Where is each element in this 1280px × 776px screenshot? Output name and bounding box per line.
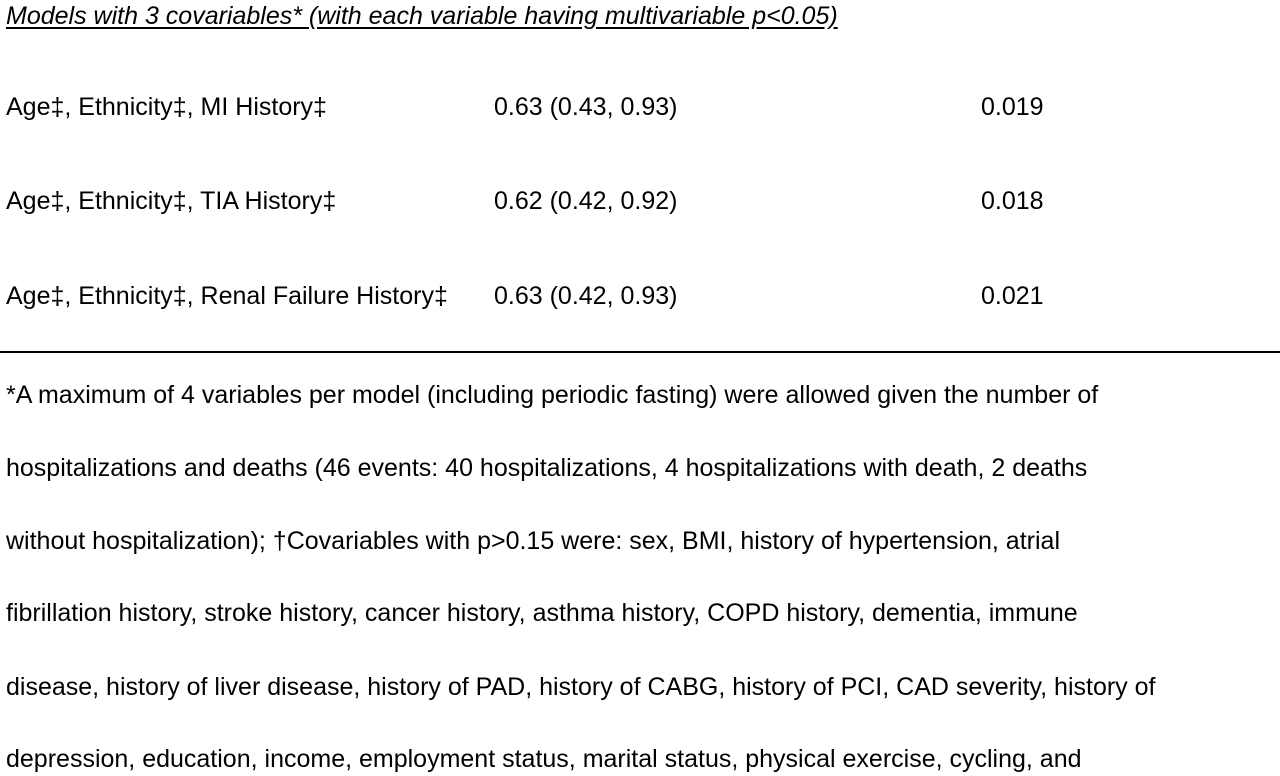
footnote-line: without hospitalization); †Covariables with p>0.15 were: sex, BMI, history of hypertension, atrial	[6, 527, 1060, 555]
footnote-line: *A maximum of 4 variables per model (including periodic fasting) were allowed given the number of	[6, 381, 1099, 409]
footnote-line: depression, education, income, employment status, marital status, physical exercise, cycling, and	[6, 745, 1082, 773]
table-bottom-rule	[0, 351, 1280, 353]
table-row	[0, 186, 1280, 216]
section-heading: Models with 3 covariables* (with each variable having multivariable p<0.05)	[6, 2, 838, 30]
p-value: 0.018	[981, 187, 1044, 215]
table-row	[0, 281, 1280, 311]
table-row	[0, 92, 1280, 122]
footnote-line: disease, history of liver disease, history of PAD, history of CABG, history of PCI, CAD severity, history of	[6, 673, 1156, 701]
p-value: 0.019	[981, 93, 1044, 121]
estimate-ci: 0.62 (0.42, 0.92)	[494, 187, 678, 215]
estimate-ci: 0.63 (0.43, 0.93)	[494, 93, 678, 121]
footnote-line: hospitalizations and deaths (46 events: 40 hospitalizations, 4 hospitalizations with death, 2 deaths	[6, 454, 1088, 482]
estimate-ci: 0.63 (0.42, 0.93)	[494, 282, 678, 310]
p-value: 0.021	[981, 282, 1044, 310]
footnote-line: fibrillation history, stroke history, cancer history, asthma history, COPD history, dementia, immune	[6, 599, 1078, 627]
model-covariables: Age‡, Ethnicity‡, MI History‡	[6, 93, 327, 121]
model-covariables: Age‡, Ethnicity‡, Renal Failure History‡	[6, 282, 448, 310]
model-covariables: Age‡, Ethnicity‡, TIA History‡	[6, 187, 337, 215]
